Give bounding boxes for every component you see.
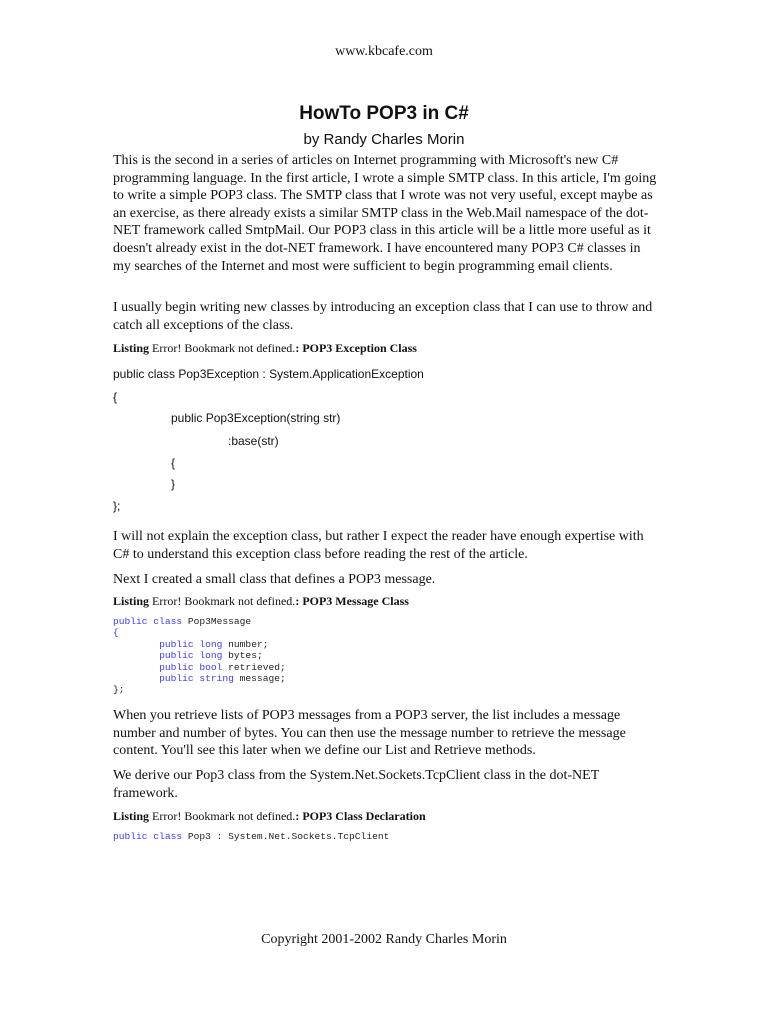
code-keyword: public bool <box>159 661 223 673</box>
page-footer-copyright: Copyright 2001-2002 Randy Charles Morin <box>261 932 507 947</box>
listing-name: POP3 Exception Class <box>302 341 417 355</box>
code-block-class-declaration <box>113 831 389 842</box>
code-keyword: public class <box>113 616 183 627</box>
listing-label: Listing <box>113 341 150 355</box>
bookmark-error-text: Error! Bookmark not defined. <box>152 341 296 355</box>
code-line: { <box>171 456 176 470</box>
page-header-url: www.kbcafe.com <box>335 44 433 59</box>
code-line: public Pop3Exception(string str) <box>171 411 341 425</box>
code-line: { <box>113 390 118 404</box>
listing-caption-message <box>113 594 658 609</box>
code-text: bytes; <box>222 650 263 662</box>
code-text: Pop3 : System.Net.Sockets.TcpClient <box>182 831 390 842</box>
listing-separator: : <box>295 809 303 823</box>
code-line: :base(str) <box>228 434 279 448</box>
listing-label: Listing <box>113 594 150 608</box>
bookmark-error-text: Error! Bookmark not defined. <box>152 594 296 608</box>
code-keyword: public string <box>159 673 234 685</box>
code-text: message; <box>233 673 286 685</box>
page-title: HowTo POP3 in C# <box>299 103 469 124</box>
message-class-intro-paragraph: Next I created a small class that defines a POP3 message. <box>113 572 436 587</box>
listing-caption-exception <box>113 341 658 356</box>
code-text: retrieved; <box>222 661 286 673</box>
code-block-message-class <box>113 616 286 696</box>
exception-intro-paragraph: I usually begin writing new classes by introducing an exception class that I can use to throw and catch all exceptions of the class. <box>113 300 653 333</box>
code-keyword: public class <box>113 831 183 842</box>
listing-separator: : <box>295 341 303 355</box>
listing-name: POP3 Message Class <box>302 594 409 608</box>
code-line: }; <box>113 499 121 513</box>
code-line: } <box>171 477 176 491</box>
listing-caption-declaration <box>113 809 658 824</box>
code-keyword: public long <box>159 650 223 662</box>
code-text: }; <box>113 684 125 696</box>
code-text: number; <box>222 638 269 650</box>
author-byline: by Randy Charles Morin <box>303 131 465 148</box>
code-line: public class Pop3Exception : System.ApplicationException <box>113 367 424 381</box>
derive-paragraph: We derive our Pop3 class from the System.Net.Sockets.TcpClient class in the dot-NET framework. <box>113 768 599 801</box>
explanation-paragraph: I will not explain the exception class, but rather I expect the reader have enough expertise with C# to understand this exception class before reading the rest of the article. <box>113 529 644 562</box>
code-keyword: public long <box>159 638 223 650</box>
retrieve-paragraph: When you retrieve lists of POP3 messages from a POP3 server, the list includes a message number and number of bytes. You can then use the message number to retrieve the message content. You'll see this later when we define our List and Retrieve methods. <box>113 708 626 759</box>
listing-separator: : <box>295 594 303 608</box>
code-text: Pop3Message <box>182 616 252 627</box>
code-brace: { <box>113 627 119 639</box>
bookmark-error-text: Error! Bookmark not defined. <box>152 809 296 823</box>
listing-label: Listing <box>113 809 150 823</box>
listing-name: POP3 Class Declaration <box>302 809 426 823</box>
intro-paragraph: This is the second in a series of articles on Internet programming with Microsoft's new C# programming language. In the first article, I wrote a simple SMTP class. In this article, I'm going to write a simple POP3 class. The SMTP class that I wrote was not very useful, except maybe as an exercise, as there already exists a similar SMTP class in the Web.Mail namespace of the dot-NET framework called SmtpMail. Our POP3 class in this article will be a little more useful as it doesn't already exist in the dot-NET framework. I have encountered many POP3 C# classes in my searches of the Internet and most were sufficient to begin programming email clients. <box>113 153 657 274</box>
